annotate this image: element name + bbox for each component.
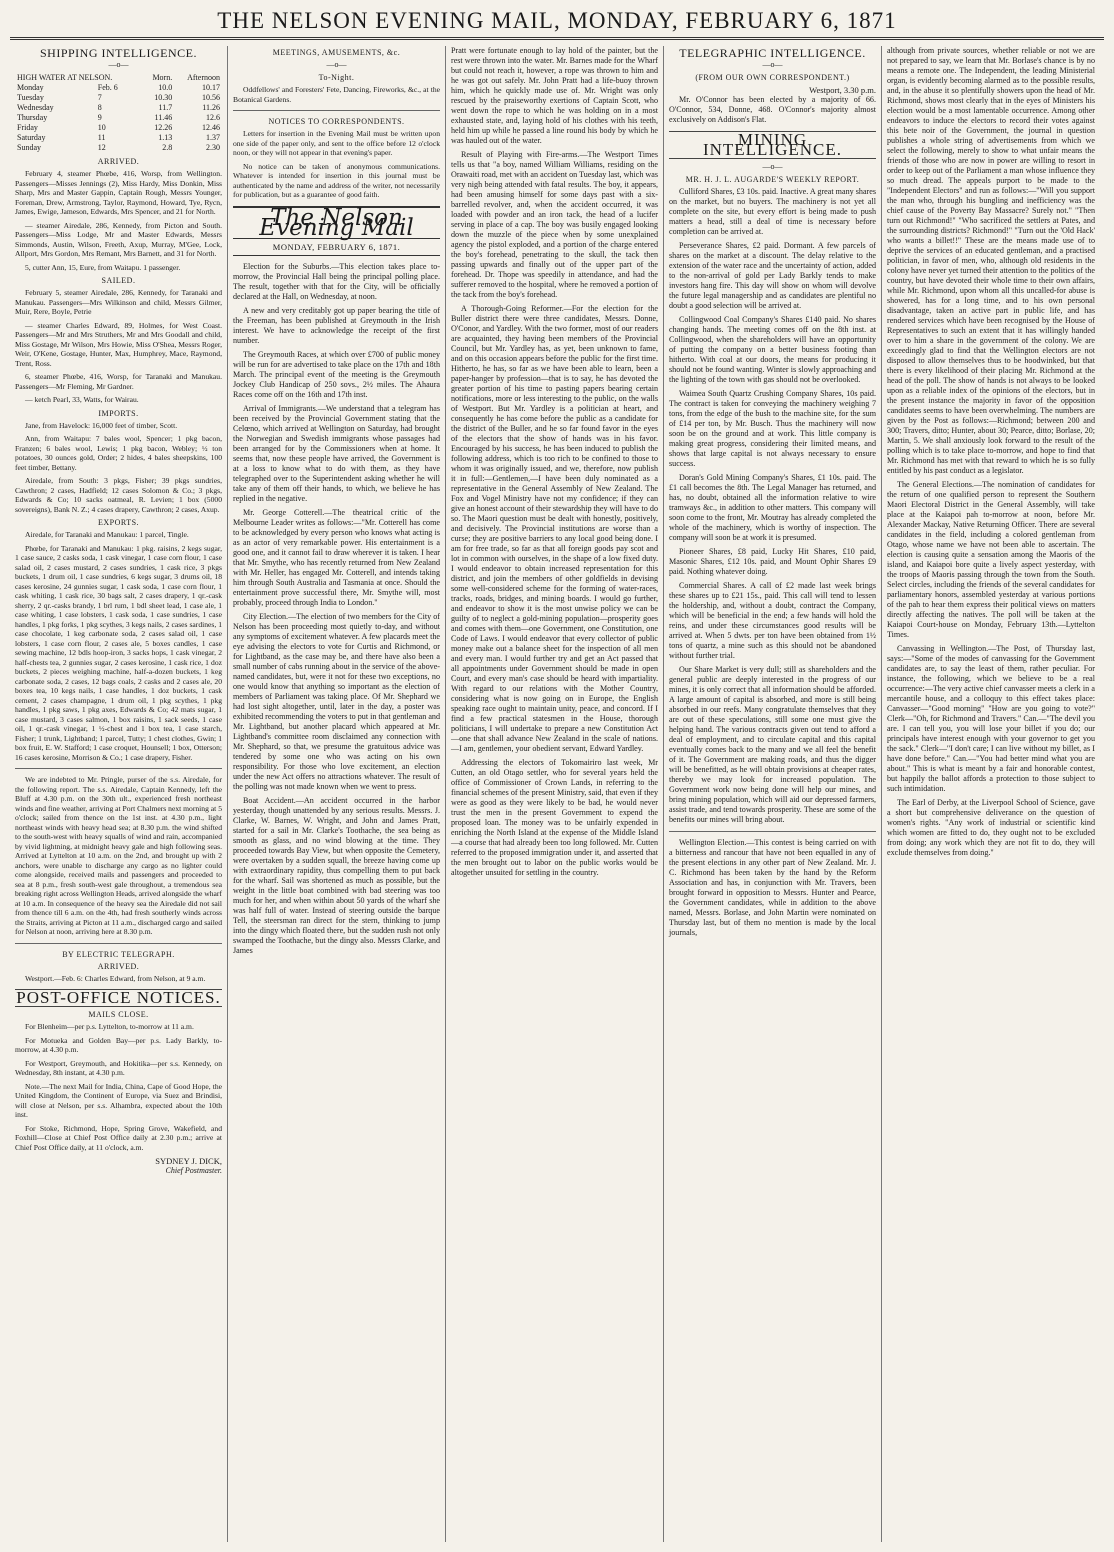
tide-date: 7 xyxy=(97,93,102,102)
notice-item: Letters for insertion in the Evening Mail must be written upon one side of the paper only, and sent to the office before 12 o'clock noon, or they will not appear in that evening's paper. xyxy=(233,129,440,157)
article-paragraph: The General Elections.—The nomination of candidates for the return of one qualified person to represent the Southern Maori Electoral District in the General Assembly, will take place at the Kaiapoi pah to-morrow at noon, before Mr. Alexander Mackay, Native Returning Officer. There are several candidates in the field, including a colored gentleman from Otago, whose name we have not been able to ascertain. The election is causing quite a sensation among the Maoris of the island, and Kaiapoi bore quite a lively aspect yesterday, with the troops of Maoris passing through the town from the South. Select circles, including the friends of the several candidates for parliamentary honors, assembled yesterday at various portions of the pah to hear them express their political views on matters directly affecting the natives. The poll will be taken at the Kaiapoi Court-house on Monday, February 13th.—Lyttelton Times. xyxy=(887,480,1095,639)
tide-aft: 1.37 xyxy=(206,133,220,142)
nameplate: The Nelson Evening Mail xyxy=(233,206,440,239)
tide-header-aft: Afternoon xyxy=(187,73,220,82)
article-paragraph: Pioneer Shares, £8 paid, Lucky Hit Shares, £10 paid, Masonic Shares, £12 10s. paid, and Mount Ophir Shares £9 paid. Nothing whatever doing. xyxy=(669,547,876,576)
exports-item: Airedale, for Taranaki and Manukau: 1 parcel, Tingle. xyxy=(25,530,189,539)
telegraph-head: BY ELECTRIC TELEGRAPH. xyxy=(62,949,175,959)
sailed-head: SAILED. xyxy=(101,276,136,285)
tide-morn: 10.30 xyxy=(154,93,173,102)
article-paragraph: Doran's Gold Mining Company's Shares, £1 10s. paid. The £1 call becomes the 8th. The Legal Manager has returned, and has, no doubt, obtained all the information relative to wire tramways &c., in addition to other matters. This company will soon come to the front, Mr. Moutray has already completed the whole of the machinery, which is worthy of inspection. The company will soon be at work it is presumed. xyxy=(669,473,876,542)
article-paragraph: City Election.—The election of two members for the City of Nelson has been proceeding most quietly to-day, and without any symptoms of excitement whatever. A few placards meet the eye advising the electors to vote for Curtis and Richmond, or for Lightband, as the case may be, and there have also been a small number of cabs running about in the service of the above-named candidates, but, were it not for these two exceptions, no one would know that anything so important as the election of members of Parliament was taking place. Of Mr. Shephard we had lost sight altogether, until, later in the day, a poster was exhibited recommending the voters to put in that gentleman and Mr. Lightband, but another placard which appeared at Mr. Lightband's committee room disclaimed any connection with Mr. Shephard, so that, we presume the gratuitous advice was tendered by some one who was acting on his own responsibility. For those who love excitement, an election under the new Act offers no attractions whatever. The result of the polling was not made known when we went to press. xyxy=(233,611,441,791)
article-paragraph: Our Share Market is very dull; still as shareholders and the general public are deeply interested in the progress of our mines, it is only correct that all information should be afforded. A large amount of capital is absorbed, and more is still being absorbed in our reefs. Many congratulate themselves that they are out of these speculations, still some one must give the helping hand. The various contracts given out tend to afford a deal of employment, and to circulate capital and this capital eventually comes back to the many and we all feel the benefit of it. The Government are making roads, and thus the digger will be benefitted, as he will obtain provisions at cheaper rates, thereby we may look for increased population. The Government work now being done will help our mines, and bring mining population, which will aid our depressed farmers, assist trade, and tend towards prosperity. These are some of the benefits our mines will bring about. xyxy=(669,665,876,824)
westport-time: Westport, 3.30 p.m. xyxy=(809,85,876,95)
tide-date: 9 xyxy=(97,113,102,122)
tide-header-morn: Morn. xyxy=(152,73,173,82)
mail-item: For Stoke, Richmond, Hope, Spring Grove, Wakefield, and Foxhill—Close at Chief Post Office daily at 2.30 p.m.; arrive at Chief Post Office daily, at 11 o'clock, a.m. xyxy=(15,1123,222,1152)
article-paragraph: Culliford Shares, £3 10s. paid. Inactive. A great many shares on the market, but no buyers. The machinery is not yet all complete on the site, but every effort is being made to push matters a head, still a deal of time is necessary before completion can be arrived at. xyxy=(669,187,876,236)
mails-head: MAILS CLOSE. xyxy=(88,1010,149,1019)
tide-header-label: HIGH WATER AT NELSON. xyxy=(17,73,113,82)
mail-item: For Blenheim—per p.s. Lyttelton, to-morrow at 11 a.m. xyxy=(25,1022,194,1031)
tide-aft: 10.17 xyxy=(202,83,220,92)
article-paragraph: A Thorough-Going Reformer.—For the election for the Buller district there were three candidates, Messrs. Donne, O'Conor, and Yardley. With the two former, most of our readers are acquainted, they having been members of the Provincial Council, but Mr. Yardley has, as yet, been unknown to fame, and on this occasion appears before the public for the first time. Hitherto, he has, so far as we have been able to learn, been a paper-hanger by profession—that is to say, he has devoted the greater portion of his time to pasting papers bearing certain notifications, more or less interesting to the public, on the walls of Westport. But Mr. Yardley is a politician at heart, and consequently he has come before the public as a candidate for the district of the Buller, and he so far found favor in the eyes of the electors that the show of hands was in his favor. Encouraged by his success, he has been induced to publish the following address, which is too rich to be confined to those to whom it was originally issued, and we, therefore, now publish it in full:—Gentlemen,—I have been duly nominated as a representative in the General Assembly of New Zealand. The Fox and Vogel Ministry have not my confidence; if they can give an honest account of their stewardship they will have to do so. The Maori question must be dealt with honestly, positively, and decisively. The Provincial institutions are worse than a curse; they are positive barriers to any local good being done. I am for free trade, so far as that all foreign goods pay scot and lot in common with ourselves, in the shape of a low fixed duty. I would endeavor to obtain increased representation for this district, and join the members of other goldfields in devising some well-considered scheme for the forming of water-races, tracks, roads, bridges, and mining boards. I would go further, and endeavor to show it is the most unwise policy we can be guilty of to neglect a gold-mining population—prosperity goes and comes with them—one Government, one Constitution, one Code of Laws. I would endeavor that every collector of public money make out a balance sheet for the inspection of all men and every man. I would further try and get an Act passed that all appointments under Government should be made in open Court, and every man's case should be heard with impartiality. With regard to our relations with the Mother Country, considering what is now going on in Europe, the English speaking race ought to maintain unity, peace, and concord. If I find a few practical statesmen in the House, thorough politicians, I will undertake to prepare a new Constitution Act—one that shall advance New Zealand in the scale of nations.—I am, gentlemen, your obedient servant, Edward Yardley. xyxy=(451,304,658,753)
column-5 xyxy=(882,46,1100,1542)
arrived-head: ARRIVED. xyxy=(97,157,140,166)
article-paragraph: Addressing the electors of Tokomairiro last week, Mr Cutten, an old Otago settler, who for several years held the office of Commissioner of Crown Lands, in referring to the financial schemes of the present Ministry, said, that even if they were as good as they were likely to be bad, he would never trust the men in the present Government to expend the proposed loan. The money was to be unfairly expended in enriching the North Island at the expense of the Middle Island—a course that had already been too long followed. Mr. Cutten referred to the proposed immigration under it, and asserted that the men brought out to labor on the public works would be altogether unsuited for settling in the country. xyxy=(451,758,658,877)
post-office-title: POST-OFFICE NOTICES. xyxy=(16,988,221,1007)
tide-morn: 11.7 xyxy=(158,103,173,112)
imports-head: IMPORTS. xyxy=(98,408,139,418)
column-3 xyxy=(446,46,664,1542)
report-head: MR. H. J. L. AUGARDE'S WEEKLY REPORT. xyxy=(685,175,860,184)
imports-item: Airedale, from South: 3 pkgs, Fisher; 39 pkgs sundries, Cawthron; 2 cases, Hadfield; 12 cases Solomon & Co.; 3 pkgs, Edwards & Co; 10 sacks oatmeal, R. Levien; 1 box (5000 sovereigns), Bank N. Z.; 4 cases drapery, Cawthron; 2 cases, Axup. xyxy=(15,476,222,514)
shipping-title: SHIPPING INTELLIGENCE. xyxy=(40,46,197,60)
dateline: MONDAY, FEBRUARY 6, 1871. xyxy=(233,242,440,256)
signature-title: Chief Postmaster. xyxy=(165,1166,222,1175)
masthead: THE NELSON EVENING MAIL, MONDAY, FEBRUARY 6, 1871 xyxy=(10,4,1104,40)
column-4 xyxy=(664,46,882,1542)
tide-date: Feb. 6 xyxy=(97,83,118,92)
arrived-item: — steamer Airedale, 286, Kennedy, from Picton and South. Passengers—Miss Lodge, Mr and Master Edwards, Messrs Simmonds, Austin, Wilson, Freeth, Axup, Murray, M'Gee, Lock, Allport, Mrs Gordon, Mrs Remant, Mrs Barnett, and 31 for North. xyxy=(15,220,222,258)
tide-day: Wednesday xyxy=(17,103,54,112)
divider xyxy=(15,943,222,944)
tide-day: Tuesday xyxy=(17,93,44,102)
tide-row xyxy=(15,103,222,113)
tide-morn: 12.26 xyxy=(154,123,173,132)
ornament: —o— xyxy=(108,60,129,69)
exports-head: EXPORTS. xyxy=(97,518,140,527)
article-paragraph: Perseverance Shares, £2 paid. Dormant. A few parcels of shares on the market at a discount. The delay relative to the extension of the water race and the uncertainty of action, added to the non-arrival of gold per Lady Barkly tends to make investors hang fire. This day will show on whom will devolve the future legal managership and as candidates are plentiful no doubt a good selection will be arrived at. xyxy=(669,241,876,310)
tide-date: 10 xyxy=(97,123,106,132)
tide-aft: 11.26 xyxy=(202,103,220,112)
westport-text: Mr. O'Connor has been elected by a majority of 66. O'Connor, 534, Donne, 468. O'Connor's majority almost exclusively on Addison's Flat. xyxy=(669,95,876,124)
arrived-item: 5, cutter Ann, 15, Eure, from Waitapu. 1 passenger. xyxy=(25,262,181,272)
signature: SYDNEY J. DICK, xyxy=(155,1156,222,1166)
sailed-item: 6, steamer Phœbe, 416, Worsp, for Taranaki and Manukau. Passengers—Mr Fleming, Mr Gardner. xyxy=(15,372,222,391)
arrived-item: February 4, steamer Phœbe, 416, Worsp, from Wellington. Passengers—Misses Jennings (2), Miss Hardy, Miss Donkin, Miss Sharp, Mrs and Master Gappin, Captain Rough, Messrs Younger, Foreman, Drew, Armstrong, Taylor, Raymond, Howard, Tye, Rycn, James, Ewige, Jameson, Edwards, Mrs Spencer, and 21 for North. xyxy=(15,169,222,216)
mail-item: For Westport, Greymouth, and Hokitika—per s.s. Kennedy, on Wednesday, 8th instant, at 4.30 p.m. xyxy=(15,1058,222,1077)
notices-head: NOTICES TO CORRESPONDENTS. xyxy=(268,117,405,126)
article-paragraph: Commercial Shares. A call of £2 made last week brings these shares up to £21 15s., paid. This call will tend to lessen the holdership, and, without a doubt, contract the Company, which will be beneficial in the end; a few hands will hold the reins, and under these circumstances good results will be arrived at. When 5 dwts. per ton have been obtained from 1½ tons of quartz, a mine such as this should not be abandoned without further trial. xyxy=(669,581,876,660)
divider xyxy=(233,110,440,111)
mining-title: MINING INTELLIGENCE. xyxy=(669,131,876,159)
tide-morn: 1.13 xyxy=(158,133,173,142)
tide-morn: 10.0 xyxy=(158,83,173,92)
article-paragraph: Result of Playing with Fire-arms.—The Westport Times tells us that "a boy, named William Williams, residing on the Orawaiti road, met with an accident on Tuesday last, which was very nigh being attended with fatal results. The boy, it appears, had been amusing himself for some days past with a six-barrelled revolver, and, when the accident occurred, it was loaded with powder and an iron tack, the head of a lucifer serving in place of a cap. The boy was busily engaged looking down the muzzle of the piece when by some unexplained agency the pistol exploded, and a portion of the charge entered the boy's forehead, penetrating to the skull, the tack then passing upwards and finally out of the upper part of the forehead. Dr. Thope was speedily in attendance, and had the sufferer removed to the hospital, where he removed a portion of the tack from the boy's forehead. xyxy=(451,150,658,299)
sailed-item: — steamer Charles Edward, 89, Holmes, for West Coast. Passengers—Mr and Mrs Struthers, Mr and Mrs Goodall and child, Miss Gostage, Mr Wilson, Mrs Howie, Miss O'Shea, Messrs Roger, Weir, O'Kene, Gostage, Hunter, Max, Humphrey, Mace, Raymond, Trent, Ross. xyxy=(15,320,222,368)
article-paragraph: Arrival of Immigrants.—We understand that a telegram has been received by the Provincial Government stating that the Celœno, which arrived at Wellington on Saturday, had brought the Norwegian and Swedish immigrants whose passages had been arranged for by the Commissioners when at home. It seems that, now these people have arrived, the Government is at a loss to know what to do with them, as they have telegraphed over to the Superintendent asking whether he will take any of them off their hands, to which, we believe he has replied in the negative. xyxy=(233,403,440,503)
tide-date: 11 xyxy=(97,133,106,142)
meetings-text: Oddfellows' and Foresters' Fete, Dancing, Fireworks, &c., at the Botanical Gardens. xyxy=(233,85,440,104)
article-paragraph: Canvassing in Wellington.—The Post, of Thursday last, says:—"Some of the modes of canvassing for the Government candidates are, to say the least of them, rather peculiar. For instance, the following, which we believe to be a real occurrence:—The very active chief canvasser meets a clerk in a mercantile house, and a colloquy to this effect takes place: Canvasser—"Good morning" "How are you going to vote?" Clerk—"Oh, for Richmond and Travers." Can.—"The devil you are. I can tell you, you will lose your billet if you do; our principals have interest enough with your governor to get you the sack." Clerk—"I don't care; I can live without my billet, as I have done before." Can.—"You had better mind what you are about." This is what is meant by a fair and honorable contest, but happily the ballot affords a protection to those subject to such intimidation. xyxy=(887,644,1095,793)
divider xyxy=(669,831,876,832)
divider xyxy=(15,768,222,769)
article-paragraph: although from private sources, whether reliable or not we are not prepared to say, we learn that Mr. Borlase's chance is by no means a remote one. The Independent, the leading Ministerial organ, is evidently becoming alarmed as to the possible results, and, in the abuse it so plentifully showers upon the head of Mr. Richmond, shows most clearly that in the eyes of Ministers his election would be a most lamentable occurrence. Among other endeavors to induce the electors to record their votes against this bete noir of the Government, the journal in question publishes a whole string of advertisements from which we select the following, merely to show to what unfair means the friends of those who are now in power are willing to resort in order to keep out of the Parliament a man whose influence they so much dread. The appeals purport to be made to the "Independent Electors" and run as follows:—"Will you support the man who, through his bungling and inefficiency was the chief cause of the Poverty Bay Massacre? Surely not." "Then turn out Richmond!" "Who sacrificed the settlers at Pates, and the surrounding districts? Richmond!" "Turn out the 'Old Hack' who wants a billet!!" These are the means made use of to deprive the services of an educated gentleman, and a practised politician, in favor of men, who, although old residents in the colony have never yet turned their attention to the politics of the country, but have devoted their whole time to their own affairs, while Mr. Richmond, upon whom all this uncalled-for abuse is showered, has for a long time, and to his own personal disadvantage, taken an active part in public life, and has rendered services which have been recognised by the House of Representatives to such an extent that it has willingly handed over to him a share in the government of the colony. We are exceedingly glad to find that the Wellington electors are not disposed to allow themselves thus to be hoodwinked, but that there is every likelihood of their placing Mr. Richmond at the head of the poll. The show of hands is not always to be looked upon as a reliable index of the opinions of the electors, but in the present instance the majority in favor of the opposition candidates seems to have been overwhelming. The numbers are given by the Post as follows:—Richmond; between 200 and 300; Travers, ditto; Hunter, about 30; Pearce, ditto; Borlase, 20; Martin, 5. We shall anxiously look forward to the result of the polling which is to take place to-morrow, and hope to find that Mr. Richmond has met with that reward to which he is so fully entitled by his past conduct as a legislator. xyxy=(887,46,1095,475)
telegraph-text: Westport.—Feb. 6: Charles Edward, from Nelson, at 9 a.m. xyxy=(25,973,206,983)
article-paragraph: Boat Accident.—An accident occurred in the harbor yesterday, though unattended by any serious results. Messrs. J. Clarke, W. Barnes, W. Wright, and John and James Pratt, started for a sail in Mr. Clarke's Toothache, the sea being as smooth as glass, and no wind blowing at the time. They proceeded towards Bay View, but when opposite the Cemetery, were overtaken by a sudden squall, the breeze having come up with extraordinary rapidity, thus compelling them to put back for the wharf. Sail was shortened as much as possible, but the weight in the little boat combined with bad steering was too much for her, and when within about 50 yards of the wharf she was half full of water. Instead of steering outside the barque Tell, the steersman ran direct for the stern, thinking to jump into the dingy which floated there, but the sudden rush not only swamped the Toothache, but the dingy also. Messrs Clarke, and James xyxy=(233,795,440,955)
mail-item: Note.—The next Mail for India, China, Cape of Good Hope, the United Kingdom, the Continent of Europe, via Suez and Brindisi, will close at Nelson, per s.s. Alhambra, expected about the 10th inst. xyxy=(15,1081,222,1119)
sailed-item: February 5, steamer Airedale, 286, Kennedy, for Taranaki and Manukau. Passengers—Mrs Wilkinson and child, Messrs Gilmer, Muir, Rere, Boyle, Petrie xyxy=(15,288,222,316)
tide-row xyxy=(15,83,222,93)
imports-item: Ann, from Waitapu: 7 bales wool, Spencer; 1 pkg bacon, Franzen; 6 bales wool, Lewis; 1 pkg bacon, Webley; ½ ton potatoes, 30 ounces gold, Order; 2 hides, 4 bales sheepskins, 100 feet timber, Bettany. xyxy=(15,434,222,472)
sailed-item: — ketch Pearl, 33, Watts, for Wairau. xyxy=(25,395,139,404)
tide-aft: 2.30 xyxy=(206,143,220,152)
tide-day: Thursday xyxy=(17,113,48,122)
tide-aft: 12.6 xyxy=(206,113,220,122)
ornament: —o— xyxy=(326,60,347,69)
tide-table xyxy=(15,73,222,153)
article-paragraph: Election for the Suburbs.—This election takes place to-morrow, the Provincial Hall being the principal polling place. The result, together with that for the City, will be officially declared at the Hall, on Wednesday, at noon. xyxy=(233,261,440,301)
article-paragraph: Pratt were fortunate enough to lay hold of the painter, but the rest were thrown into the water. Mr. Barnes made for the Wharf but could not reach it, however, a rope was thrown to him and he was got out safely. Mr. John Pratt had a life-buoy thrown him, which he quickly made use of. Mr. Wright was only rescued by the praiseworthy exertions of Captain Scott, who went down the rope to which he was holding on in a most exhausted state, and, laying hold of his clothes with his teeth, held him up while he passed a line round his body by which he was hauled out of the water. xyxy=(451,46,658,145)
article-paragraph: The Earl of Derby, at the Liverpool School of Science, gave a short but comprehensive deliverance on the question of women's rights. "Any work of industrial or scientific kind which women are fitted to do, they ought not to be excluded from doing; any work which they are not fit to do, they will exclude themselves from doing." xyxy=(887,798,1095,857)
telegraphic-title: TELEGRAPHIC INTELLIGENCE. xyxy=(679,46,866,60)
tide-aft: 10.56 xyxy=(202,93,220,102)
article-paragraph: Wellington Election.—This contest is being carried on with a bitterness and rancour that have not been equalled in any of the present elections in any other part of New Zealand. Mr. J. C. Richmond has been taken by the hand by the Reform Association and has, in conjunction with Mr. Travers, been brought forward in opposition to Messrs. Hunter and Pearce, the Government candidates, while in addition to the above named, Messrs. Borlase, and John Martin were nominated on Thursday last, but of them no mention is made by the local journals, xyxy=(669,838,876,937)
tide-row xyxy=(15,123,222,133)
tide-morn: 2.8 xyxy=(162,143,173,152)
tide-day: Friday xyxy=(17,123,38,132)
column-2 xyxy=(228,46,446,1542)
article-paragraph: A new and very creditably got up paper bearing the title of the Freeman, has been published at Greymouth in the Irish interest. We have to acknowledge the receipt of the first number. xyxy=(233,305,440,345)
tide-row xyxy=(15,113,222,123)
tide-row xyxy=(15,143,222,153)
tide-morn: 11.46 xyxy=(154,113,173,122)
tide-header-row xyxy=(15,73,222,83)
pringle-report: We are indebted to Mr. Pringle, purser of the s.s. Airedale, for the following report. The s.s. Airedale, Captain Kennedy, left the Bluff at 4.30 p.m. on the 30th ult., experienced fresh northeast winds and fine weather, arriving at Port Chalmers next morning at 5 o'clock; sailed from thence on the 1st inst. at 4.30 p.m., light northeast winds with heavy head sea; at 8.30 p.m. the wind shifted to the south-west with heavy squalls of wind and rain, accompanied by vivid lightning, at midnight heavy gale and high following seas. Arrived at Lyttelton at 10 a.m. on the 2nd, and brought up with 2 anchors, were unable to discharge any cargo as no lighter could come alongside, received mails and passengers and proceeded to sea at 8 p.m., fresh south-west gale throughout, a tremendous sea breaking right across Wellington Heads, arrived alongside the wharf at 10 a.m. In consequence of the heavy sea the Airedale did not sail from thence till 6 a.m. on the 4th, had fresh southerly winds across the Straits, arriving at Picton at 11 a.m., discharged cargo and sailed for Nelson at noon, arriving here at 8.30 p.m. xyxy=(15,775,222,936)
telegraph-arrived: ARRIVED. xyxy=(97,961,140,971)
notice-item: No notice can be taken of anonymous communications. Whatever is intended for insertion in this journal must be authenticated by the name and address of the writer, not necessarily for publication, but as a guarantee of good faith. xyxy=(233,161,440,199)
article-paragraph: Waimea South Quartz Crushing Company Shares, 10s paid. The contract is taken for conveying the machinery weighing 7 tons, from the edge of the bush to the machine site, for the sum of £14 per ton, by Mr. Busch. Thus the machinery will now soon be on the ground and at work. This little company is making great progress, considering their limited means, and shows that large capital is not always necessary to ensure success. xyxy=(669,389,876,468)
tide-day: Monday xyxy=(17,83,44,92)
tide-day: Saturday xyxy=(17,133,46,142)
meetings-head: MEETINGS, AMUSEMENTS, &c. xyxy=(272,48,401,57)
own-correspondent: (FROM OUR OWN CORRESPONDENT.) xyxy=(695,73,850,82)
tide-day: Sunday xyxy=(17,143,41,152)
ornament: —o— xyxy=(762,60,783,69)
mail-item: For Motueka and Golden Bay—per p.s. Lady Barkly, to-morrow, at 4.30 p.m. xyxy=(15,1035,222,1054)
imports-item: Jane, from Havelock: 16,000 feet of timber, Scott. xyxy=(25,420,178,430)
tide-date: 12 xyxy=(97,143,106,152)
article-paragraph: Mr. George Cotterell.—The theatrical critic of the Melbourne Leader writes as follows:—"Mr. Cotterell has come to be acknowledged by every person who knows what acting is as an actor of very remarkable power. His entertainment is a good one, and it cannot fail to draw wherever it is taken. I hear that Mr. Smythe, who has recently returned from New Zealand with Mr. Heller, has engaged Mr. Cotterell, and intends taking him through South Australia and Tasmania at once. Should the entertainment prove successful there, Mr. Smythe will, most probably, proceed through India to London." xyxy=(233,507,440,607)
ornament: —o— xyxy=(762,162,783,171)
exports-item: Phœbe, for Taranaki and Manukau: 1 pkg. raisins, 2 kegs sugar, 1 case sauce, 2 casks soda, 1 cask vinegar, 1 case corn flour, 1 case salad oil, 2 cases mustard, 2 cases sundries, 1 cask rice, 3 pkgs buckets, 1 drum oil, 1 case sundries, 6 kegs sugar, 3 drums oil, 18 cases kerosine, 24 gunnies sugar, 1 cask soda, 1 case corn flour, 1 cask whiting, 1 cask rice, 30 bags salt, 2 cases drapery, 1 qr.-cask sherry, 2 qr.-casks brandy, 1 brl rum, 1 bdl sheet lead, 1 case ale, 1 case whiting, 1 case lobsters, 1 cask soda, 1 case sundries, 1 case handles, 1 pkg forks, 1 pkg scythes, 3 kegs nails, 2 cases sardines, 1 case chocolate, 1 keg carbonate soda, 2 cases salad oil, 1 case lobsters, 1 case corn flour, 2 cases ale, 5 boxes candles, 1 case sewing machine, 12 bdls hoop-iron, 3 sacks hops, 1 cask vinegar, 2 half-chests tea, 2 gunnies sugar, 2 cases kerosine, 1 cask rice, 1 doz buckets, 2 pieces weighing machine, half-a-dozen buckets, 1 keg carbonate soda, 2 cases, 12 bags coals, 2 casks and 2 cases ale, 20 boxes tea, 10 kegs nails, 1 case handles, 1 doz buckets, 1 cask cement, 2 cases champagne, 1 drum oil, 1 pkg scythes, 1 pkg handles, 1 pkg saws, 1 pkg axes, Edwards & Co; 42 mats sugar, 1 case mustard, 3 cases salmon, 1 box raisins, 1 sack seeds, 1 case oil, 1 qr.-cask vinegar, 1 ½-chest and 1 box tea, 1 case starch, Fisher; 1 trunk, Lightband; 1 parcel, Tutty; 1 chest clothes, Gwin; 1 box fruit, E. W. Stafford; 1 case croquet, Hounsell; 1 box, Otterson; 16 cases kerosine, Morrison & Co.; 1 case drapery, Fisher. xyxy=(15,543,222,762)
tide-date: 8 xyxy=(97,103,102,112)
tide-row xyxy=(15,93,222,103)
tonight-head: To-Night. xyxy=(318,73,355,82)
article-paragraph: The Greymouth Races, at which over £700 of public money will be run for are advertised to take place on the 17th and 18th March. The principal event of the meeting is the Greymouth Jockey Club Handicap of 250 sovs., 2½ miles. The Ahaura Races come off on the 16th and 17th inst. xyxy=(233,349,440,399)
tide-row xyxy=(15,133,222,143)
article-paragraph: Collingwood Coal Company's Shares £140 paid. No shares changing hands. The meeting comes off on the 8th inst. at Collingwood, when the shareholders will have an opportunity of putting the company on a better business footing than hitherto. With coal at our doors, the means for producing it should not be found wanting. Winter is slowly approaching and the lighting of the town with gas should not be overlooked. xyxy=(669,315,876,384)
column-1 xyxy=(10,46,228,1542)
columns xyxy=(10,46,1104,1542)
tide-aft: 12.46 xyxy=(202,123,220,132)
